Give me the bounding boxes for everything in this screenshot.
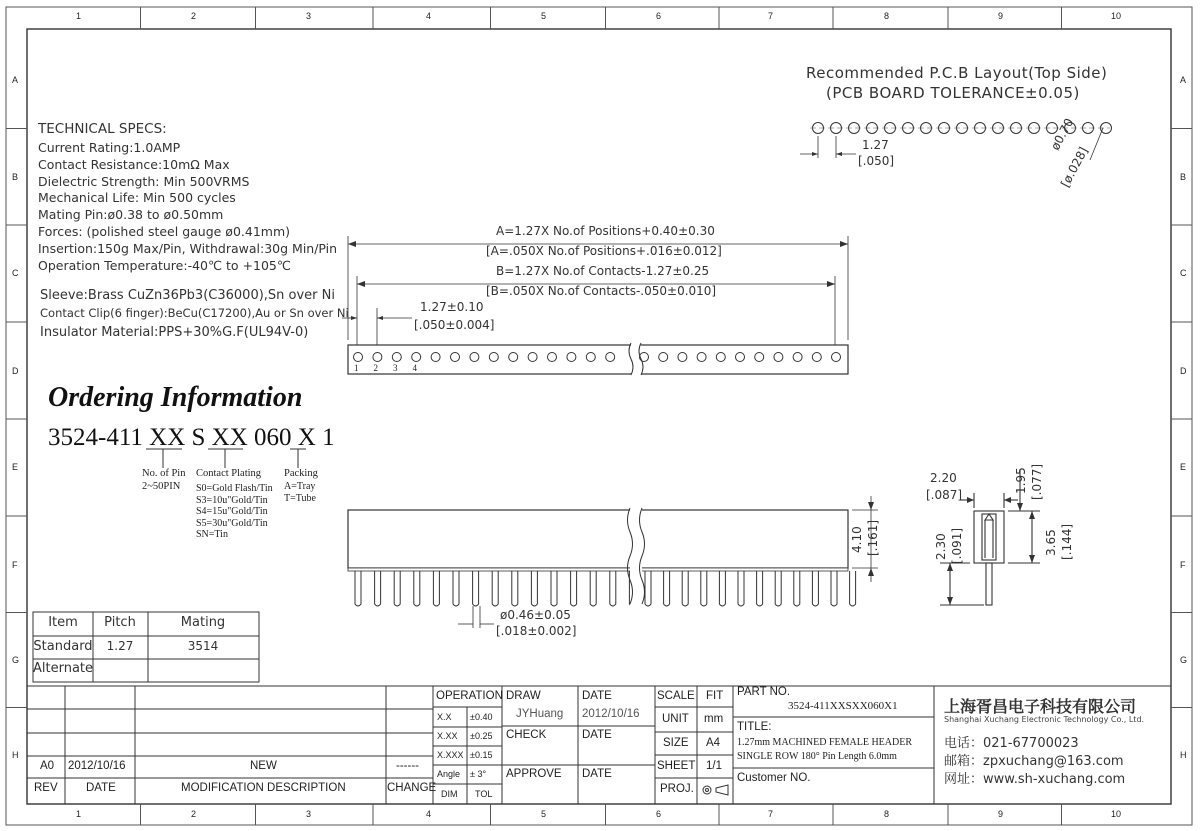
tech-specs-heading: TECHNICAL SPECS: xyxy=(38,121,167,137)
tolerance-value: ± 3° xyxy=(470,769,487,779)
front-pin xyxy=(610,571,616,606)
tolerance-value: ±0.40 xyxy=(470,712,493,722)
zone-col-top: 4 xyxy=(426,11,432,21)
tech-spec-line: Operation Temperature:-40℃ to +105℃ xyxy=(38,257,291,273)
tech-spec-line: Mating Pin:ø0.38 to ø0.50mm xyxy=(38,207,224,223)
zone-col-bottom: 6 xyxy=(656,809,662,819)
pcb-hole-in: [ø.028] xyxy=(1058,144,1091,190)
part-no-label: PART NO. xyxy=(737,686,791,698)
tech-spec-line: Current Rating:1.0AMP xyxy=(38,140,181,155)
zone-row-left: F xyxy=(12,560,18,570)
dim-side-pin-in: [.091] xyxy=(950,527,964,564)
front-pin xyxy=(682,571,688,606)
pitch-table-header: Pitch xyxy=(104,615,136,630)
date-header: DATE xyxy=(86,782,116,794)
tech-spec-line: Forces: (polished steel gauge ø0.41mm) xyxy=(38,224,291,239)
front-pin xyxy=(414,571,420,606)
dim-side-pin-mm: 2.30 xyxy=(934,533,948,560)
dim-pin-dia-in: [.018±0.002] xyxy=(496,624,577,638)
part-seg-pin: XX xyxy=(149,424,186,451)
proj-label: PROJ. xyxy=(660,783,694,795)
packing-label: Packing xyxy=(284,468,318,479)
plating-option: S0=Gold Flash/Tin xyxy=(196,483,273,494)
zone-row-right: B xyxy=(1180,172,1187,182)
zone-row-left: B xyxy=(12,172,19,182)
dim-pin-dia-mm: ø0.46±0.05 xyxy=(500,608,571,622)
part-seg-pack: X xyxy=(297,424,316,451)
zone-col-bottom: 7 xyxy=(768,809,774,819)
zone-col-bottom: 8 xyxy=(884,809,890,819)
front-pin xyxy=(492,571,498,606)
tolerance-value: ±0.25 xyxy=(470,731,493,741)
change-header: CHANGE xyxy=(387,782,437,794)
zone-col-top: 5 xyxy=(541,11,547,21)
zone-row-right: H xyxy=(1180,750,1187,760)
size-value: A4 xyxy=(706,737,721,749)
title-label: TITLE: xyxy=(737,721,772,733)
tol-label: TOL xyxy=(475,789,493,799)
unit-value: mm xyxy=(704,713,724,725)
tolerance-key: X.X xyxy=(437,712,452,722)
zone-row-left: D xyxy=(12,366,19,376)
pcb-layout-title: Recommended P.C.B Layout(Top Side) xyxy=(806,64,1108,82)
fit-label: FIT xyxy=(706,690,724,702)
zone-row-right: A xyxy=(1180,75,1187,85)
pitch-table-cell: Alternate xyxy=(32,661,94,676)
part-seg-s: S xyxy=(191,424,206,451)
pitch-table-header: Mating xyxy=(180,615,226,630)
pin-count-range: 2~50PIN xyxy=(142,481,181,492)
tolerance-value: ±0.15 xyxy=(470,750,493,760)
scale-label: SCALE xyxy=(657,690,695,702)
dim-b-mm: B=1.27X No.of Contacts-1.27±0.25 xyxy=(496,264,710,278)
plating-label: Contact Plating xyxy=(196,468,262,479)
pcb-hole-mm: ø0.70 xyxy=(1048,115,1077,153)
tolerance-key: X.XX xyxy=(437,731,458,741)
part-seg-060: 060 xyxy=(254,424,292,451)
size-label: SIZE xyxy=(663,737,689,749)
material-line: Sleeve:Brass CuZn36Pb3(C36000),Sn over Ni xyxy=(40,288,335,303)
zone-col-bottom: 9 xyxy=(998,809,1004,819)
zone-row-right: D xyxy=(1180,366,1187,376)
front-pin xyxy=(645,571,651,606)
zone-row-right: C xyxy=(1180,268,1187,278)
tolerance-key: Angle xyxy=(437,769,461,779)
front-pin xyxy=(794,571,800,606)
dim-label: DIM xyxy=(441,789,458,799)
zone-row-left: H xyxy=(12,750,19,760)
zone-col-top: 1 xyxy=(76,11,82,21)
ordering-heading: Ordering Information xyxy=(48,382,303,413)
pitch-table-header: Item xyxy=(48,615,78,630)
projection-symbol-icon xyxy=(703,785,728,795)
dim-side-width-in: [.087] xyxy=(926,488,963,502)
front-pin xyxy=(738,571,744,606)
title-line-2: SINGLE ROW 180° Pin Length 6.0mm xyxy=(737,751,897,762)
title-line-1: 1.27mm MACHINED FEMALE HEADER xyxy=(737,737,912,748)
dim-side-top-mm: 1.95 xyxy=(1014,467,1028,494)
zone-col-bottom: 10 xyxy=(1111,809,1122,819)
zone-row-left: C xyxy=(12,268,19,278)
zone-col-top: 2 xyxy=(191,11,197,21)
zone-col-top: 3 xyxy=(306,11,312,21)
front-pin xyxy=(453,571,459,606)
zone-row-left: A xyxy=(12,75,19,85)
front-pin xyxy=(850,571,856,606)
zone-col-bottom: 2 xyxy=(191,809,197,819)
part-seg-1: 1 xyxy=(322,424,335,451)
front-pin xyxy=(433,571,439,606)
tech-spec-line: Dielectric Strength: Min 500VRMS xyxy=(38,173,250,189)
company-name-en: Shanghai Xuchang Electronic Technology Co., Ltd. xyxy=(944,715,1145,724)
material-line: Insulator Material:PPS+30%G.F(UL94V-0) xyxy=(40,325,309,340)
rev-value: A0 xyxy=(40,760,55,772)
packing-option: T=Tube xyxy=(284,492,316,504)
dim-b-in: [B=.050X No.of Contacts-.050±0.010] xyxy=(486,284,717,298)
approve-date-label: DATE xyxy=(582,768,612,780)
front-pin xyxy=(775,571,781,606)
rev-header: REV xyxy=(34,782,58,794)
front-pin xyxy=(812,571,818,606)
tech-spec-line: Insertion:150g Max/Pin, Withdrawal:30g Min/Pin xyxy=(38,240,338,256)
drawer-name: JYHuang xyxy=(516,708,564,720)
draw-date-value: 2012/10/16 xyxy=(582,708,640,720)
part-no-value: 3524-411XXSXX060X1 xyxy=(788,700,898,712)
operation-label: OPERATION xyxy=(436,690,503,702)
front-pin xyxy=(473,571,479,606)
front-pin xyxy=(701,571,707,606)
front-pin xyxy=(355,571,361,606)
zone-col-bottom: 4 xyxy=(426,809,432,819)
front-pin xyxy=(551,571,557,606)
sheet-label: SHEET xyxy=(657,760,696,772)
dim-pitch-mm: 1.27±0.10 xyxy=(420,300,484,314)
front-view-pins xyxy=(355,571,856,606)
tech-spec-line: Contact Resistance:10mΩ Max xyxy=(38,156,230,172)
zone-col-top: 10 xyxy=(1111,11,1122,21)
packing-option: A=Tray xyxy=(284,481,316,492)
zone-row-right: F xyxy=(1180,560,1186,570)
check-label: CHECK xyxy=(506,729,547,741)
tolerance-key: X.XXX xyxy=(437,750,464,760)
dim-side-body-mm: 3.65 xyxy=(1044,529,1058,556)
zone-col-top: 6 xyxy=(656,11,662,21)
zone-row-right: G xyxy=(1180,655,1188,665)
modification-header: MODIFICATION DESCRIPTION xyxy=(181,782,346,794)
zone-col-bottom: 3 xyxy=(306,809,312,819)
zone-col-bottom: 1 xyxy=(76,809,82,819)
company-web: 网址：www.sh-xuchang.com xyxy=(944,772,1126,787)
dim-pitch-in: [.050±0.004] xyxy=(414,318,495,332)
draw-date-label: DATE xyxy=(582,690,612,702)
dim-a-mm: A=1.27X No.of Positions+0.40±0.30 xyxy=(496,224,715,238)
front-pin xyxy=(531,571,537,606)
check-date-label: DATE xyxy=(582,729,612,741)
pitch-table-cell: 3514 xyxy=(187,639,219,653)
zone-col-top: 9 xyxy=(998,11,1004,21)
dim-height-in: [.161] xyxy=(866,519,880,556)
plating-option: SN=Tin xyxy=(196,529,228,541)
draw-label: DRAW xyxy=(506,690,541,702)
pin-number: 4 xyxy=(412,363,417,373)
front-pin xyxy=(590,571,596,606)
rev-description-value: NEW xyxy=(250,760,277,772)
front-pin xyxy=(664,571,670,606)
zone-row-left: G xyxy=(12,655,20,665)
approve-label: APPROVE xyxy=(506,768,562,780)
zone-col-top: 8 xyxy=(884,11,890,21)
pin-number: 1 xyxy=(354,363,359,373)
front-pin xyxy=(757,571,763,606)
pcb-tolerance: (PCB BOARD TOLERANCE±0.05) xyxy=(826,84,1080,102)
unit-label: UNIT xyxy=(662,713,689,725)
pcb-pitch-in: [.050] xyxy=(858,154,895,168)
sheet-value: 1/1 xyxy=(706,760,722,772)
part-prefix: 3524-411 xyxy=(48,424,143,451)
pitch-table-cell: 1.27 xyxy=(106,639,134,653)
dim-side-body-in: [.144] xyxy=(1060,523,1074,560)
front-pin xyxy=(394,571,400,606)
zone-col-bottom: 5 xyxy=(541,809,547,819)
company-phone: 电话：021-67700023 xyxy=(944,736,1079,751)
rev-change-value: ------ xyxy=(396,760,419,772)
pcb-pitch-mm: 1.27 xyxy=(862,138,889,152)
dim-side-width-mm: 2.20 xyxy=(930,471,957,485)
ordering-part-number xyxy=(48,424,335,452)
front-pin xyxy=(375,571,381,606)
pin-count-label: No. of Pin xyxy=(142,468,186,479)
pin-number: 3 xyxy=(393,363,398,373)
dim-height-mm: 4.10 xyxy=(850,526,864,553)
material-line: Contact Clip(6 finger):BeCu(C17200),Au or Sn over Ni xyxy=(40,305,349,320)
plating-option: S5=30u"Gold/Tin xyxy=(196,517,268,529)
dim-side-top-in: [.077] xyxy=(1030,463,1044,500)
customer-no-label: Customer NO. xyxy=(737,772,811,784)
front-pin xyxy=(512,571,518,606)
plating-option: S3=10u"Gold/Tin xyxy=(196,494,268,506)
zone-row-left: E xyxy=(12,462,19,472)
dim-a-in: [A=.050X No.of Positions+.016±0.012] xyxy=(486,244,722,258)
front-pin xyxy=(571,571,577,606)
zone-col-top: 7 xyxy=(768,11,774,21)
front-pin xyxy=(719,571,725,606)
pin-number: 2 xyxy=(373,363,378,373)
front-pin xyxy=(831,571,837,606)
pitch-table-cell: Standard xyxy=(33,639,93,654)
company-name-cn: 上海胥昌电子科技有限公司 xyxy=(944,697,1137,716)
rev-date-value: 2012/10/16 xyxy=(68,760,126,772)
tech-spec-line: Mechanical Life: Min 500 cycles xyxy=(38,190,236,206)
part-seg-plating: XX xyxy=(211,424,248,451)
plating-option: S4=15u"Gold/Tin xyxy=(196,506,268,518)
company-email: 邮箱：zpxuchang@163.com xyxy=(944,754,1124,769)
zone-row-right: E xyxy=(1180,462,1187,472)
